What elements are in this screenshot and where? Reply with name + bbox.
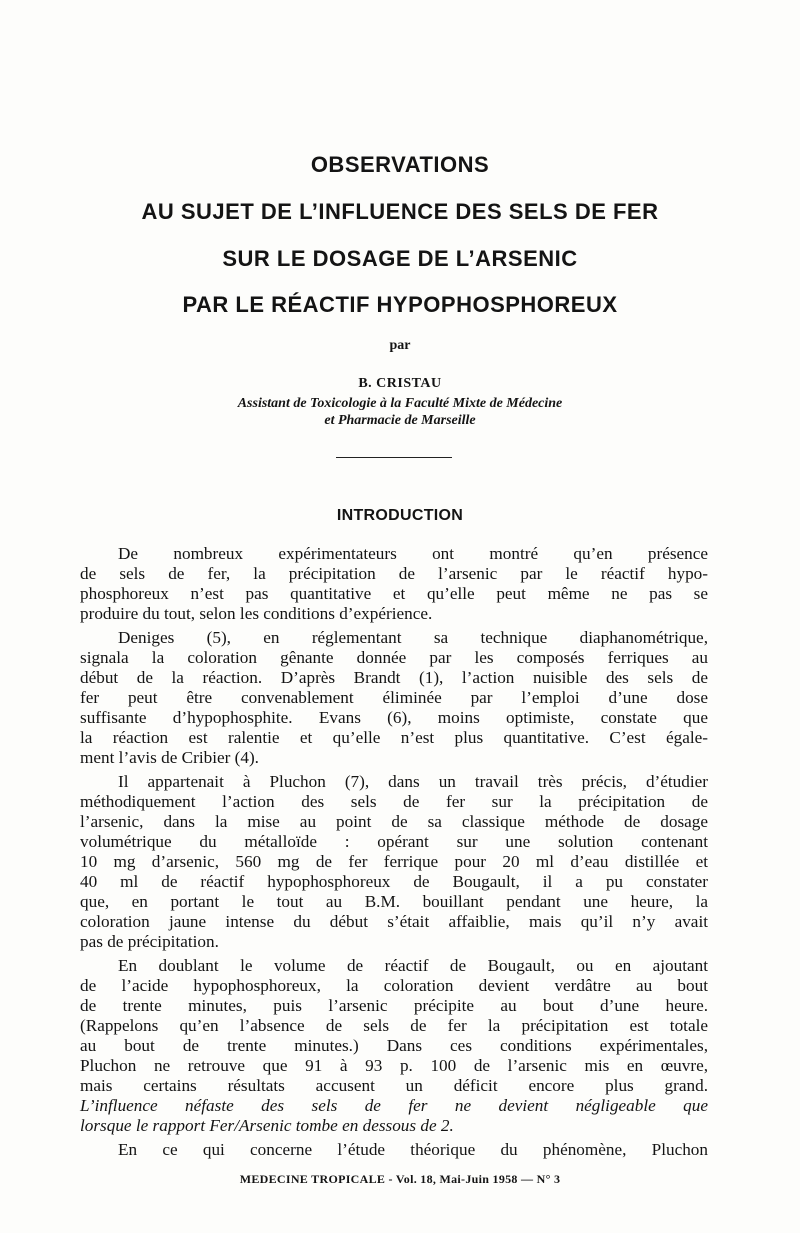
body-line: la réaction est ralentie et qu’elle n’est plus quantitative. C’est égale- bbox=[80, 728, 708, 747]
body-line: produire du tout, selon les conditions d’expérience. bbox=[80, 604, 433, 623]
body-line: de sels de fer, la précipitation de l’arsenic par le réactif hypo- bbox=[80, 564, 708, 583]
body-line: volumétrique du métalloïde : opérant sur une solution contenant bbox=[80, 832, 708, 851]
body-line: début de la réaction. D’après Brandt (1), l’action nuisible des sels de bbox=[80, 668, 708, 687]
separator-rule bbox=[336, 457, 452, 458]
title-line-4: PAR LE RÉACTIF HYPOPHOSPHOREUX bbox=[182, 292, 618, 317]
body-line: ment l’avis de Cribier (4). bbox=[80, 748, 259, 767]
journal-footer: MEDECINE TROPICALE - Vol. 18, Mai-Juin 1958 — N° 3 bbox=[239, 1172, 561, 1186]
title-line-1: OBSERVATIONS bbox=[310, 152, 490, 177]
body-line: phosphoreux n’est pas quantitative et qu’elle peut même ne pas se bbox=[80, 584, 708, 603]
section-heading: INTRODUCTION bbox=[336, 507, 464, 524]
body-line: fer peut être convenablement éliminée par l’emploi d’une dose bbox=[80, 688, 708, 707]
body-line: 10 mg d’arsenic, 560 mg de fer ferrique pour 20 ml d’eau distillée et bbox=[80, 852, 708, 871]
body-line: méthodiquement l’action des sels de fer sur la précipitation de bbox=[80, 792, 708, 811]
body-line: De nombreux expérimentateurs ont montré qu’en présence bbox=[118, 544, 708, 563]
body-line: Deniges (5), en réglementant sa technique diaphanométrique, bbox=[118, 628, 708, 647]
title-line-3: SUR LE DOSAGE DE L’ARSENIC bbox=[222, 246, 578, 271]
author-affiliation-2: et Pharmacie de Marseille bbox=[324, 413, 476, 428]
title-line-2: AU SUJET DE L’INFLUENCE DES SELS DE FER bbox=[141, 199, 659, 224]
body-line: l’arsenic, dans la mise au point de sa classique méthode de dosage bbox=[80, 812, 708, 831]
body-line: En ce qui concerne l’étude théorique du phénomène, Pluchon bbox=[118, 1140, 708, 1159]
body-line: au bout de trente minutes.) Dans ces conditions expérimentales, bbox=[80, 1036, 708, 1055]
byline-par: par bbox=[389, 338, 411, 353]
body-line: 40 ml de réactif hypophosphoreux de Bougault, il a pu constater bbox=[80, 872, 708, 891]
body-line: coloration jaune intense du début s’était affaiblie, mais qu’il n’y avait bbox=[80, 912, 708, 931]
body-line: (Rappelons qu’en l’absence de sels de fer la précipitation est totale bbox=[80, 1016, 708, 1035]
body-line: signala la coloration gênante donnée par les composés ferriques au bbox=[80, 648, 708, 667]
body-line: mais certains résultats accusent un déficit encore plus grand. bbox=[80, 1076, 708, 1095]
body-line-italic: L’influence néfaste des sels de fer ne devient négligeable que bbox=[80, 1096, 708, 1115]
body-line: En doublant le volume de réactif de Bougault, ou en ajoutant bbox=[118, 956, 708, 975]
body-line-italic: lorsque le rapport Fer/Arsenic tombe en dessous de 2. bbox=[80, 1116, 454, 1135]
body-line: de trente minutes, puis l’arsenic précipite au bout d’une heure. bbox=[80, 996, 708, 1015]
body-line: Il appartenait à Pluchon (7), dans un travail très précis, d’étudier bbox=[118, 772, 708, 791]
body-line: Pluchon ne retrouve que 91 à 93 p. 100 de l’arsenic mis en œuvre, bbox=[80, 1056, 708, 1075]
body-line: de l’acide hypophosphoreux, la coloration devient verdâtre au bout bbox=[80, 976, 708, 995]
body-line: suffisante d’hypophosphite. Evans (6), moins optimiste, constate que bbox=[80, 708, 708, 727]
body-line: que, en portant le tout au B.M. bouillant pendant une heure, la bbox=[80, 892, 708, 911]
body-line: pas de précipitation. bbox=[80, 932, 219, 951]
author-name: B. CRISTAU bbox=[358, 376, 442, 391]
author-affiliation-1: Assistant de Toxicologie à la Faculté Mixte de Médecine bbox=[237, 396, 563, 411]
